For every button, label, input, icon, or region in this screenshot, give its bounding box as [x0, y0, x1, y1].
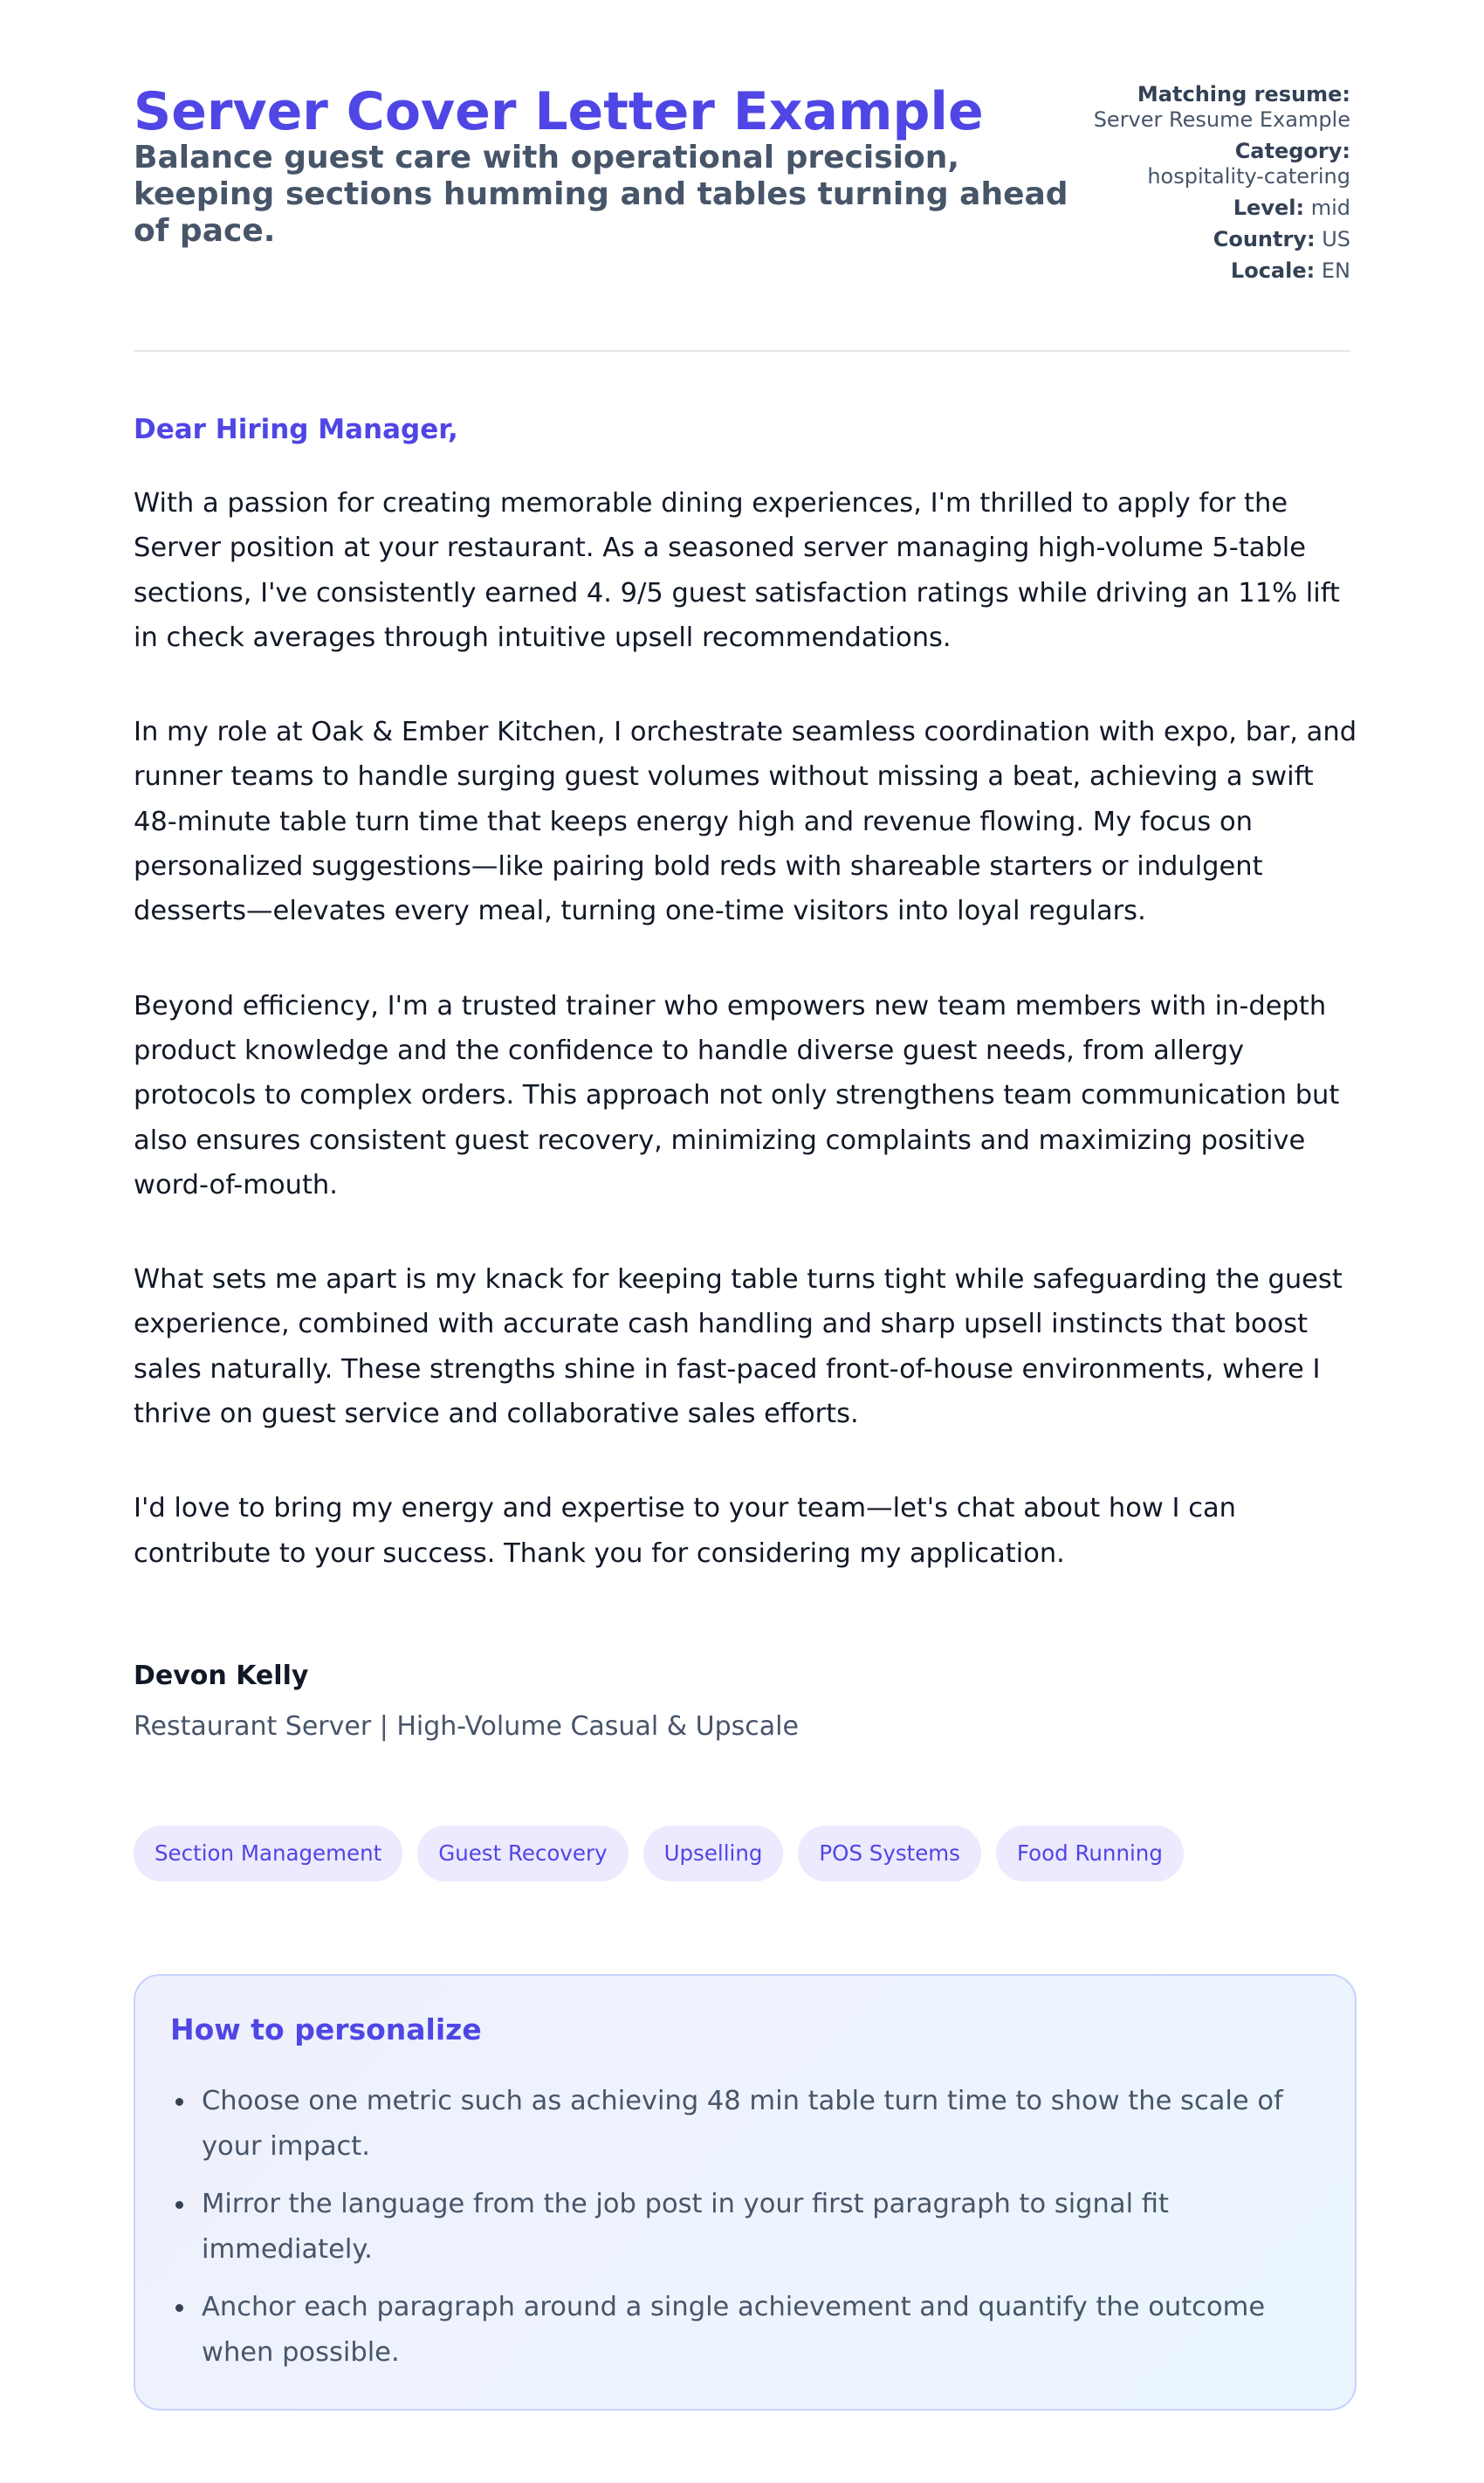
- meta-label: Locale:: [1230, 258, 1316, 283]
- skill-tag: Food Running: [996, 1826, 1184, 1881]
- personalize-title: How to personalize: [170, 2012, 482, 2046]
- meta-label: Category:: [1234, 139, 1350, 163]
- matching-resume-link[interactable]: Server Resume Example: [1093, 107, 1350, 132]
- signature-name: Devon Kelly: [134, 1661, 309, 1691]
- tip-text: Mirror the language from the job post in your first paragraph to signal fit immediately.: [202, 2189, 1169, 2265]
- bullet-icon: [175, 2098, 183, 2106]
- skill-tag: Section Management: [134, 1826, 402, 1881]
- tip-text: Anchor each paragraph around a single achievement and quantify the outcome when possible.: [202, 2292, 1266, 2368]
- signature-title: Restaurant Server | High-Volume Casual & Upscale: [134, 1711, 799, 1742]
- list-item: [170, 2079, 1296, 2169]
- meta-matching-resume: [1089, 82, 1350, 133]
- tip-text: Choose one metric such as achieving 48 min table turn time to show the scale of your impact.: [202, 2086, 1283, 2162]
- meta-label: Country:: [1213, 227, 1316, 251]
- page-header: [134, 0, 1350, 352]
- meta-value: mid: [1310, 196, 1350, 220]
- salutation: Dear Hiring Manager,: [134, 414, 458, 445]
- letter-paragraph: Beyond efficiency, I'm a trusted trainer who empowers new team members with in-depth product knowledge and the confidence to handle diverse guest needs, from allergy protocols to complex orders. This approach not only strengthens team communication but also ensures consistent guest recovery, minimizing complaints and maximizing positive word-of-mouth.: [134, 990, 1340, 1200]
- list-item: [170, 2285, 1296, 2375]
- meta-country: [1089, 227, 1350, 252]
- letter-body: [134, 481, 1364, 1626]
- personalize-tips: [170, 2079, 1296, 2388]
- skill-tag: POS Systems: [798, 1826, 981, 1881]
- letter-paragraph: I'd love to bring my energy and expertise to your team—let's chat about how I can contribute to your success. Thank you for considering my application.: [134, 1493, 1237, 1569]
- page-subtitle: Balance guest care with operational precision, keeping sections humming and tables turning ahead of pace.: [134, 140, 1068, 249]
- skill-tag: Upselling: [643, 1826, 784, 1881]
- meta-locale: [1089, 258, 1350, 284]
- metadata-panel: [1089, 82, 1350, 290]
- meta-label: Level:: [1233, 196, 1305, 220]
- bullet-icon: [175, 2201, 183, 2209]
- meta-label: Matching resume:: [1137, 82, 1350, 107]
- signature-block: [134, 1659, 799, 1744]
- meta-value: hospitality-catering: [1147, 164, 1350, 189]
- list-item: [170, 2182, 1296, 2272]
- meta-value: EN: [1321, 258, 1350, 283]
- meta-value: US: [1322, 227, 1350, 251]
- letter-paragraph: With a passion for creating memorable dining experiences, I'm thrilled to apply for the Server position at your restaurant. As a seasoned server managing high-volume 5-table sections, I've consistently earned 4. 9/5 guest satisfaction ratings while driving an 11% lift in check averages through intuitive upsell recommendations.: [134, 488, 1340, 653]
- letter-paragraph: In my role at Oak & Ember Kitchen, I orchestrate seamless coordination with expo, bar, and runner teams to handle surging guest volumes without missing a beat, achieving a swift 48-minute table turn time that keeps energy high and revenue flowing. My focus on personalized suggestions—like pairing bold reds with shareable starters or indulgent desserts—elevates every meal, turning one-time visitors into loyal regulars.: [134, 717, 1357, 927]
- skill-tag: Guest Recovery: [417, 1826, 628, 1881]
- skill-tags: [134, 1826, 1184, 1881]
- personalize-card: [134, 1974, 1357, 2411]
- page-title: Server Cover Letter Example: [134, 81, 984, 142]
- meta-level: [1089, 196, 1350, 221]
- meta-category: [1089, 139, 1350, 189]
- bullet-icon: [175, 2304, 183, 2312]
- letter-paragraph: What sets me apart is my knack for keeping table turns tight while safeguarding the guest experience, combined with accurate cash handling and sharp upsell instincts that boost sales naturally. These strengths shine in fast-paced front-of-house environments, where I thrive on guest service and collaborative sales efforts.: [134, 1264, 1343, 1430]
